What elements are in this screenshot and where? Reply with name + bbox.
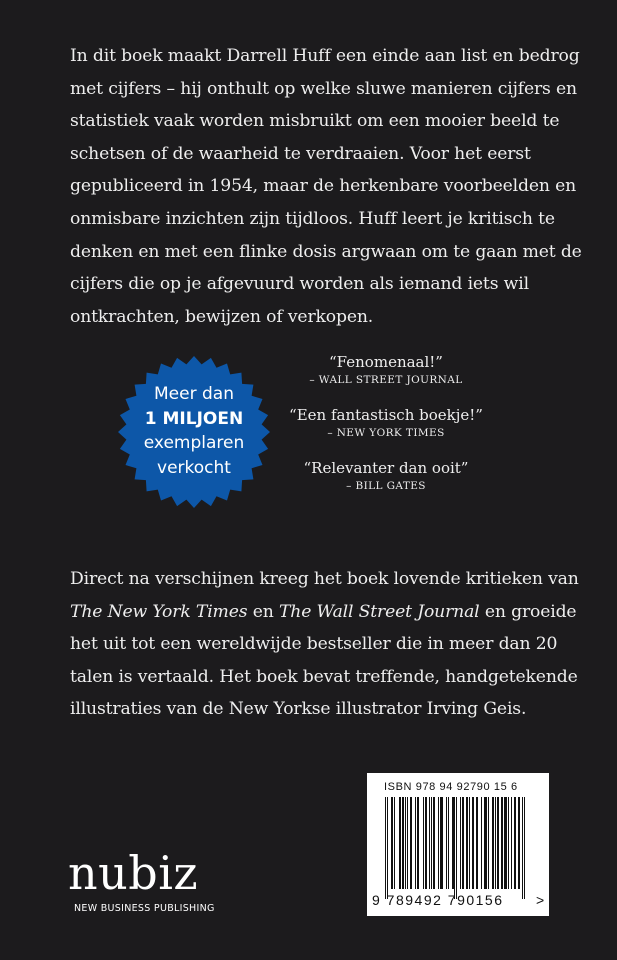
barcode-bar xyxy=(426,797,427,889)
quote-source: – WALL STREET JOURNAL xyxy=(309,374,463,386)
barcode-arrow: > xyxy=(536,892,545,908)
barcode-bar xyxy=(415,797,416,889)
barcode-bar xyxy=(522,797,523,899)
quotes-block xyxy=(270,352,502,511)
barcode-digits: 9 789492 790156 xyxy=(372,892,504,908)
quote-text: “Een fantastisch boekje!” xyxy=(289,406,483,424)
barcode-bar xyxy=(456,797,457,899)
barcode-bar xyxy=(387,797,388,899)
barcode-bar xyxy=(486,797,487,889)
barcode-bar xyxy=(429,797,430,889)
barcode-bar xyxy=(438,797,439,889)
barcode-bar xyxy=(448,797,449,889)
barcode-bar xyxy=(524,797,525,899)
barcode-bar xyxy=(473,797,474,889)
quote-item xyxy=(270,458,502,494)
barcode-bar xyxy=(442,797,443,889)
barcode-bar xyxy=(519,797,520,889)
barcode-bar xyxy=(505,797,506,889)
barcode-bar xyxy=(508,797,509,889)
quote-text: “Fenomenaal!” xyxy=(329,353,443,371)
review-text-3: en groeide het uit tot een wereldwijde bestseller die in meer dan 20 talen is vertaald. Het boek bevat treffende, handgetekende illustraties van de New Yorkse illustrator Irving Geis. xyxy=(70,601,578,720)
barcode-bar xyxy=(454,797,455,899)
barcode-bar xyxy=(502,797,503,889)
isbn-text: ISBN 978 94 92790 15 6 xyxy=(384,781,518,793)
barcode-bar xyxy=(434,797,435,889)
barcode-bar xyxy=(418,797,419,889)
review-paragraph xyxy=(70,563,585,726)
badge-line-1: Meer dan xyxy=(154,384,234,404)
barcode-bar xyxy=(469,797,470,889)
barcode-bar xyxy=(392,797,393,889)
barcode-bar xyxy=(466,797,467,889)
badge-line-3: exemplaren xyxy=(143,433,245,453)
wsj-title: The Wall Street Journal xyxy=(278,601,480,622)
publisher-tagline: NEW BUSINESS PUBLISHING xyxy=(74,903,215,914)
review-text-2: en xyxy=(247,601,279,622)
barcode-bar xyxy=(495,797,496,889)
review-text-1: Direct na verschijnen kreeg het boek lovende kritieken van xyxy=(70,569,579,589)
quote-item xyxy=(270,352,502,388)
barcode-bar xyxy=(488,797,489,889)
publisher-logo: nubiz xyxy=(68,846,199,900)
barcode-bar xyxy=(493,797,494,889)
barcode-bar xyxy=(477,797,478,889)
quote-source: – BILL GATES xyxy=(346,480,426,492)
barcode-bar xyxy=(423,797,424,889)
barcode-bar xyxy=(431,797,432,889)
badge-line-2: 1 MILJOEN xyxy=(144,408,244,429)
barcode-bar xyxy=(400,797,401,889)
barcode-box xyxy=(367,773,549,916)
barcode-bar xyxy=(515,797,516,889)
sales-badge xyxy=(117,355,271,509)
quote-text: “Relevanter dan ooit” xyxy=(303,459,469,477)
badge-text xyxy=(117,382,271,480)
barcode-bar xyxy=(460,797,461,889)
barcode-bar xyxy=(385,797,386,899)
barcode-bar xyxy=(394,797,395,889)
intro-paragraph: In dit boek maakt Darrell Huff een einde aan list en bedrog met cijfers – hij onthult op welke sluwe manieren cijfers en statistiek vaak worden misbruikt om een mooier beeld te schetsen of de waarheid te verdraaien. Voor het eerst gepubliceerd in 1954, maar de herkenbare voorbeelden en onmisbare inzichten zijn tijdloos. Huff leert je kritisch te denken en met een flinke dosis argwaan om te gaan met de cijfers die op je afgevuurd worden als iemand iets wil ontkrachten, bewijzen of verkopen. xyxy=(70,46,582,327)
badge-line-4: verkocht xyxy=(157,457,231,478)
barcode-bar xyxy=(407,797,408,889)
barcode-bar xyxy=(405,797,406,889)
barcode-bars xyxy=(385,797,525,889)
barcode-bar xyxy=(463,797,464,889)
barcode-bar xyxy=(497,797,498,889)
barcode-bar xyxy=(511,797,512,889)
barcode-bar xyxy=(411,797,412,889)
nyt-title: The New York Times xyxy=(70,601,248,622)
barcode-bar xyxy=(481,797,482,889)
quote-source: – NEW YORK TIMES xyxy=(327,427,445,439)
quote-item xyxy=(270,405,502,441)
barcode-bar xyxy=(446,797,447,889)
